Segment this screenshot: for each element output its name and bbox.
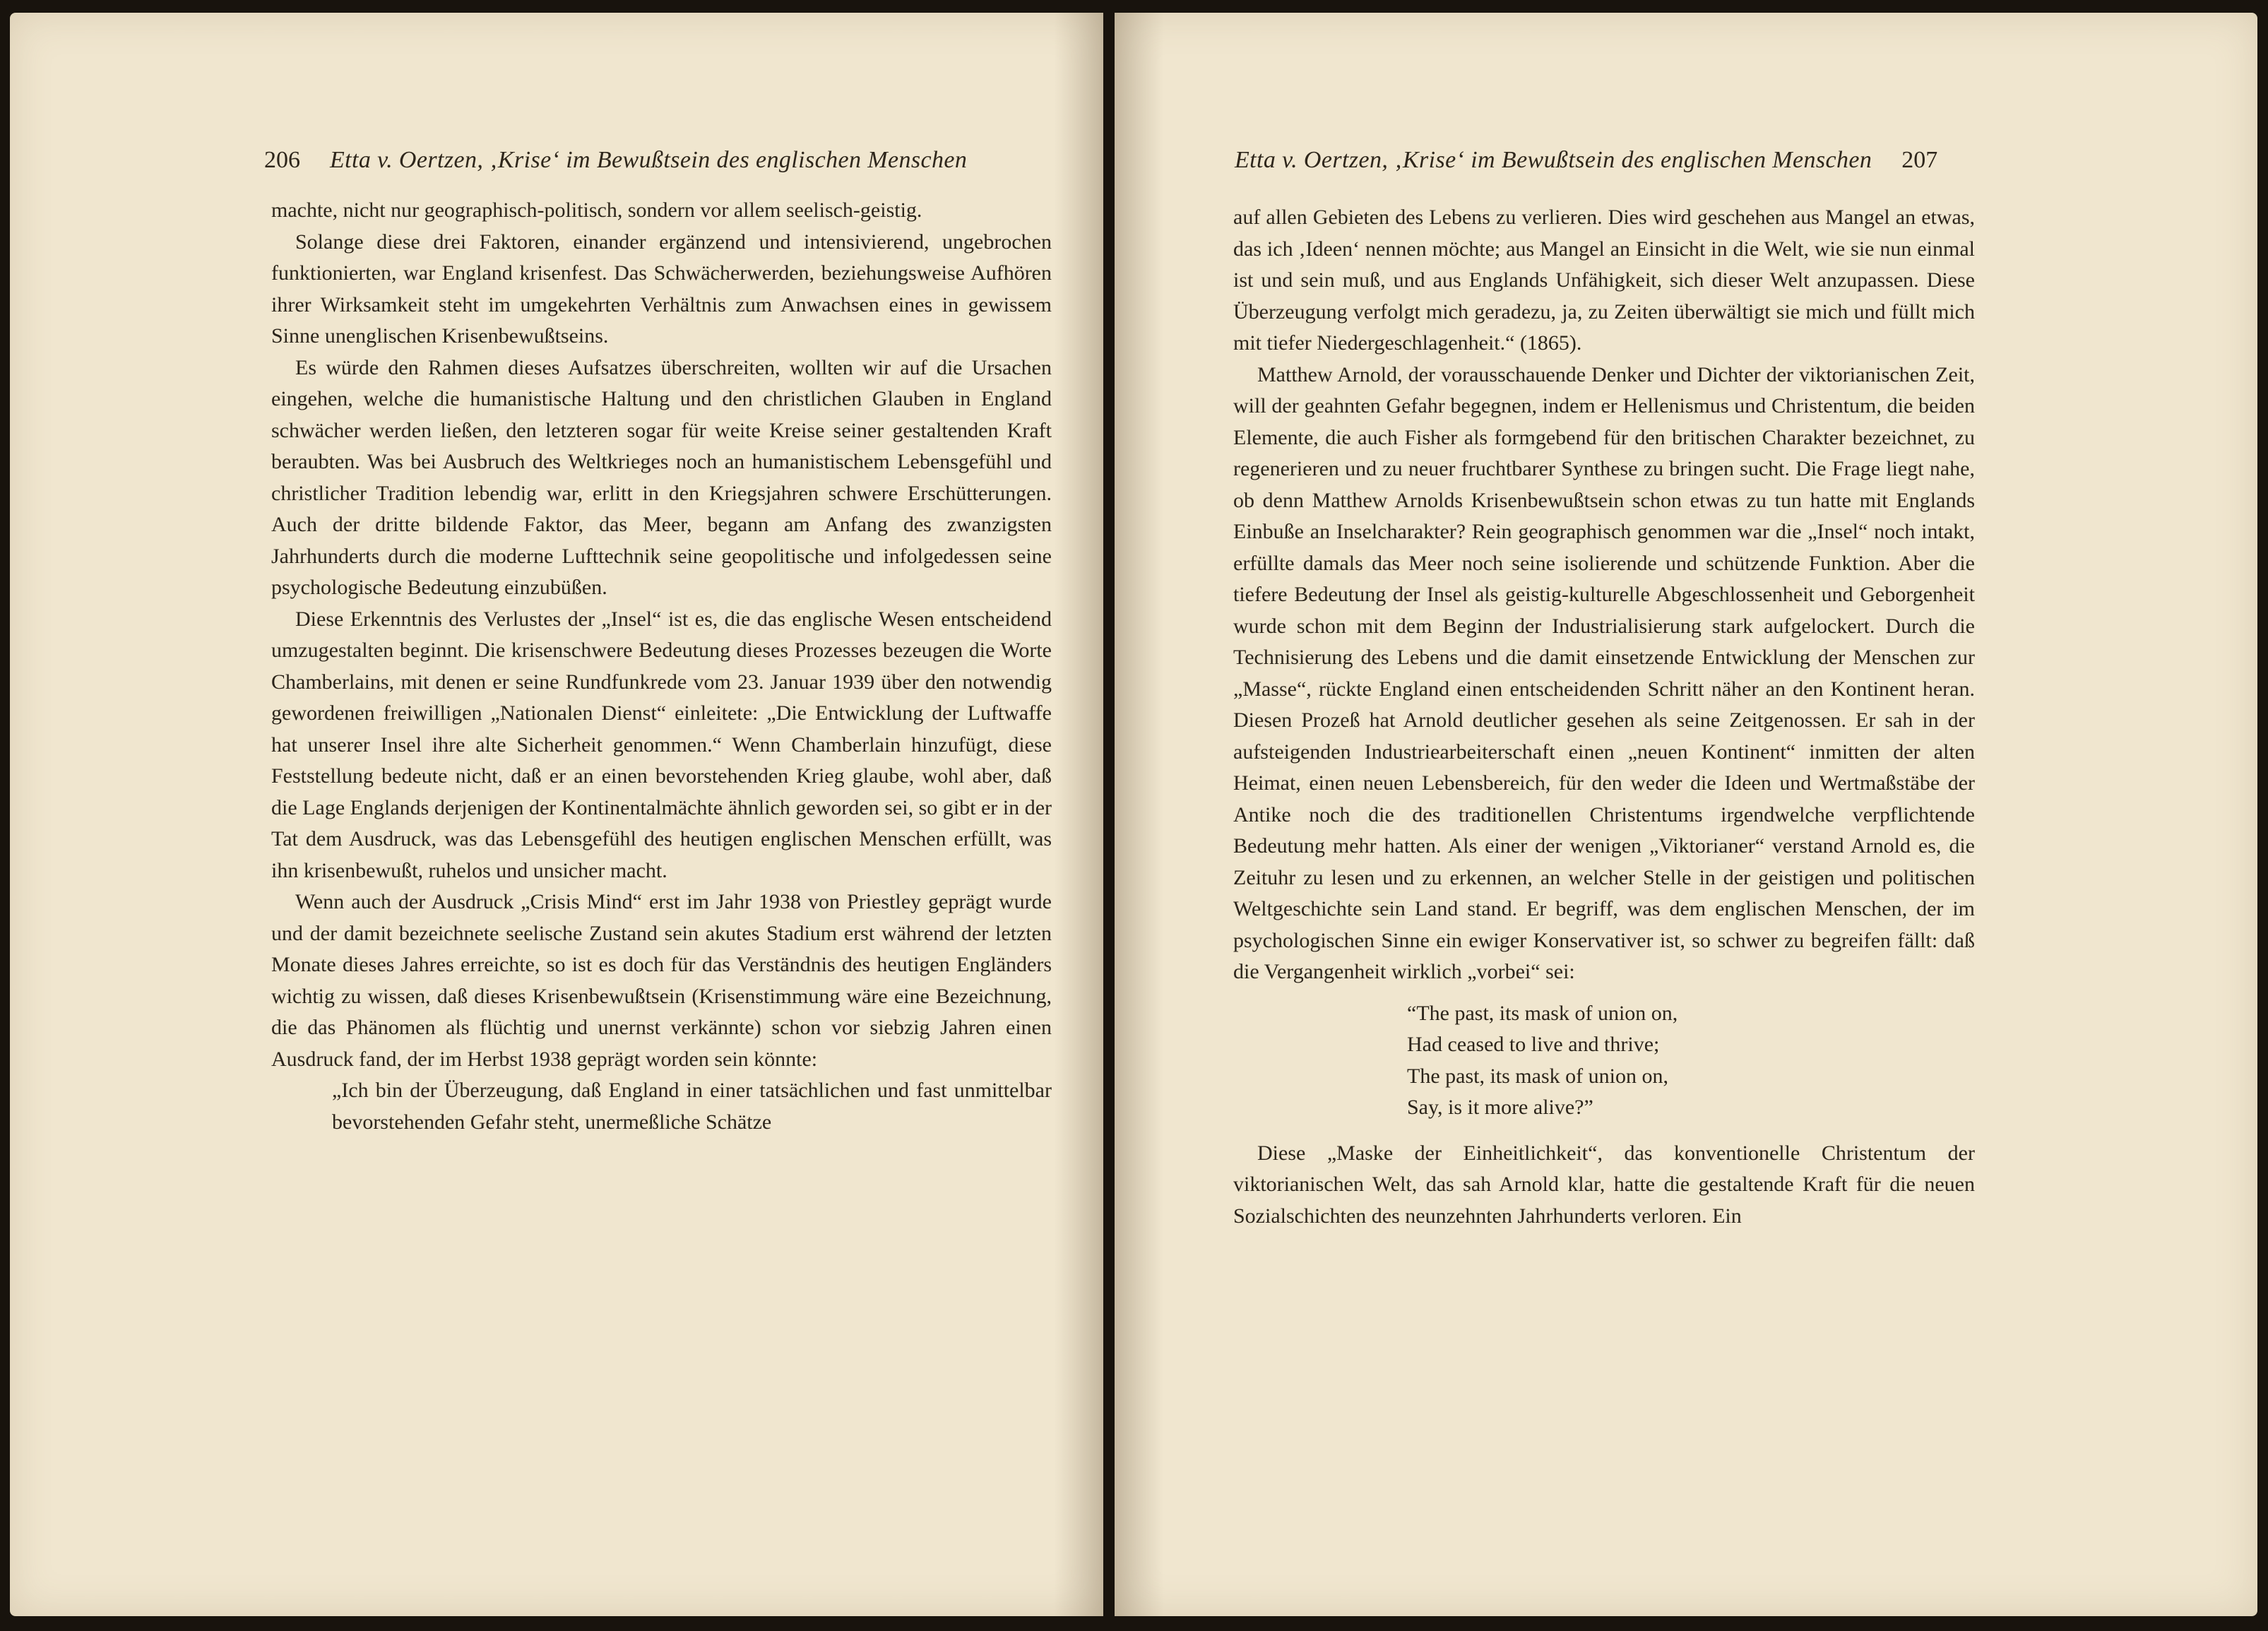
page-gutter-shadow [1115,13,1164,1616]
poem-quote [1407,998,1975,1124]
left-page [10,13,1103,1616]
poem-line: Say, is it more alive?” [1407,1096,1593,1119]
paragraph: Diese Erkenntnis des Verlustes der „Insel“ ist es, die das englische Wesen entscheidend umzugestalten beginnt. Die krisenschwere Bedeutung dieses Prozesses bezeugen die Worte Chamberlains, mit denen er seine Rundfunkrede vom 23. Januar 1939 über den notwendig gewordenen freiwilligen „Nationalen Dienst“ einleitete: „Die Entwicklung der Luftwaffe hat unserer Insel ihre alte Sicherheit genommen.“ Wenn Chamberlain hinzufügt, diese Feststellung bedeute nicht, daß er an einen bevorstehenden Krieg glaube, wohl aber, daß die Lage Englands derjenigen der Kontinentalmächte ähnlich geworden sei, so gibt er in der Tat dem Ausdruck, was das Lebensgefühl des heutigen englischen Menschen erfüllt, was ihn krisenbewußt, ruhelos und unsicher macht. [271,607,1052,882]
paragraph: Solange diese drei Faktoren, einander ergänzend und intensivierend, ungebrochen funktionierten, war England krisenfest. Das Schwächerwerden, beziehungsweise Aufhören ihrer Wirksamkeit steht im umgekehrten Verhältnis zum Anwachsen eines in gewissem Sinne unenglischen Krisenbewußtseins. [271,230,1052,348]
paragraph: Diese „Maske der Einheitlichkeit“, das konventionelle Christentum der viktorianischen Welt, das sah Arnold klar, hatte die gestaltende Kraft für die neuen Sozialschichten des neunzehnten Jahrhunderts verloren. Ein [1233,1141,1975,1228]
running-head-title: Etta v. Oertzen, ‚Krise‘ im Bewußtsein des englischen Menschen [330,147,968,173]
block-quote: „Ich bin der Überzeugung, daß England in einer tatsächlichen und fast unmittelbar bevorstehenden Gefahr steht, unermeßliche Schätze [332,1079,1052,1134]
running-head-left [264,147,967,181]
text-column [1233,202,1975,1232]
paragraph: Matthew Arnold, der vorausschauende Denker und Dichter der viktorianischen Zeit, will der geahnten Gefahr begegnen, indem er Hellenismus und Christentum, die beiden Elemente, die auch Fisher als formgebend für den britischen Charakter bezeichnet, zu regenerieren und zu neuer fruchtbarer Synthese zu bringen sucht. Die Frage liegt nahe, ob denn Matthew Arnolds Krisenbewußtsein schon etwas zu tun hatte mit Englands Einbuße an Inselcharakter? Rein geographisch genommen war die „Insel“ noch intakt, erfüllte damals das Meer noch seine isolierende und schützende Funktion. Aber die tiefere Bedeutung der Insel als geistig-kulturelle Abgeschlossenheit und Geborgenheit wurde schon mit dem Beginn der Industrialisierung stark aufgelockert. Durch die Technisierung des Lebens und die damit einsetzende Entwicklung der Menschen zur „Masse“, rückte England einen entscheidenden Schritt näher an den Kontinent heran. Diesen Prozeß hat Arnold deutlicher gesehen als seine Zeitgenossen. Er sah in der aufsteigenden Industriearbeiterschaft einen „neuen Kontinent“ inmitten der alten Heimat, einen neuen Lebensbereich, für den weder die Ideen und Wertmaßstäbe der Antike noch die des traditionellen Christentums irgendwelche verpflichtende Bedeutung mehr hatten. Als einer der wenigen „Viktorianer“ verstand Arnold es, die Zeituhr zu lesen und zu erkennen, an welcher Stelle in der geistigen und politischen Weltgeschichte sein Land stand. Er begriff, was dem englischen Menschen, der im psychologischen Sinne ein ewiger Konservativer ist, so schwer zu begreifen fällt: daß die Vergangenheit wirklich „vorbei“ sei: [1233,362,1975,983]
running-head-right [1235,147,1937,181]
paragraph: machte, nicht nur geographisch-politisch, sondern vor allem seelisch-geistig. [271,198,922,222]
page-gutter-shadow [1054,13,1103,1616]
right-page [1115,13,2257,1616]
text-column [271,195,1052,1138]
page-number: 207 [1901,147,1938,173]
poem-line: The past, its mask of union on, [1407,1064,1668,1088]
paragraph: Es würde den Rahmen dieses Aufsatzes überschreiten, wollten wir auf die Ursachen eingehen, welche die humanistische Haltung und den christlichen Glauben in England schwächer werden ließen, den letzteren sogar für weite Kreise seiner gestaltenden Kraft beraubten. Was bei Ausbruch des Weltkrieges noch an humanistischem Lebensgefühl und christlicher Tradition lebendig war, erlitt in den Kriegsjahren schwere Erschütterungen. Auch der dritte bildende Faktor, das Meer, begann am Anfang des zwanzigsten Jahrhunderts durch die moderne Lufttechnik seine geopolitische und infolgedessen seine psychologische Bedeutung einzubüßen. [271,355,1052,599]
block-quote-continuation: auf allen Gebieten des Lebens zu verlieren. Dies wird geschehen aus Mangel an etwas, das ich ‚Ideen‘ nennen möchte; aus Mangel an Einsicht in die Welt, wie sie nun einmal ist und sein muß, und aus Englands Unfähigkeit, sich dieser Welt anzupassen. Diese Überzeugung verfolgt mich geradezu, ja, zu Zeiten überwältigt sie mich und füllt mich mit tiefer Niedergeschlagenheit.“ (1865). [1233,206,1975,355]
page-number: 206 [264,147,300,173]
running-head-title: Etta v. Oertzen, ‚Krise‘ im Bewußtsein des englischen Menschen [1235,147,1872,173]
poem-line: Had ceased to live and thrive; [1407,1033,1660,1056]
paragraph: Wenn auch der Ausdruck „Crisis Mind“ erst im Jahr 1938 von Priestley geprägt wurde und der damit bezeichnete seelische Zustand sein akutes Stadium erst während der letzten Monate dieses Jahres erreichte, so ist es doch für das Verständnis des heutigen Engländers wichtig zu wissen, daß dieses Krisenbewußtsein (Krisenstimmung wäre eine Bezeichnung, die das Phänomen als flüchtig und unernst verkännte) schon vor siebzig Jahren einen Ausdruck fand, der im Herbst 1938 geprägt worden sein könnte: [271,890,1052,1071]
poem-line: “The past, its mask of union on, [1407,1001,1678,1025]
